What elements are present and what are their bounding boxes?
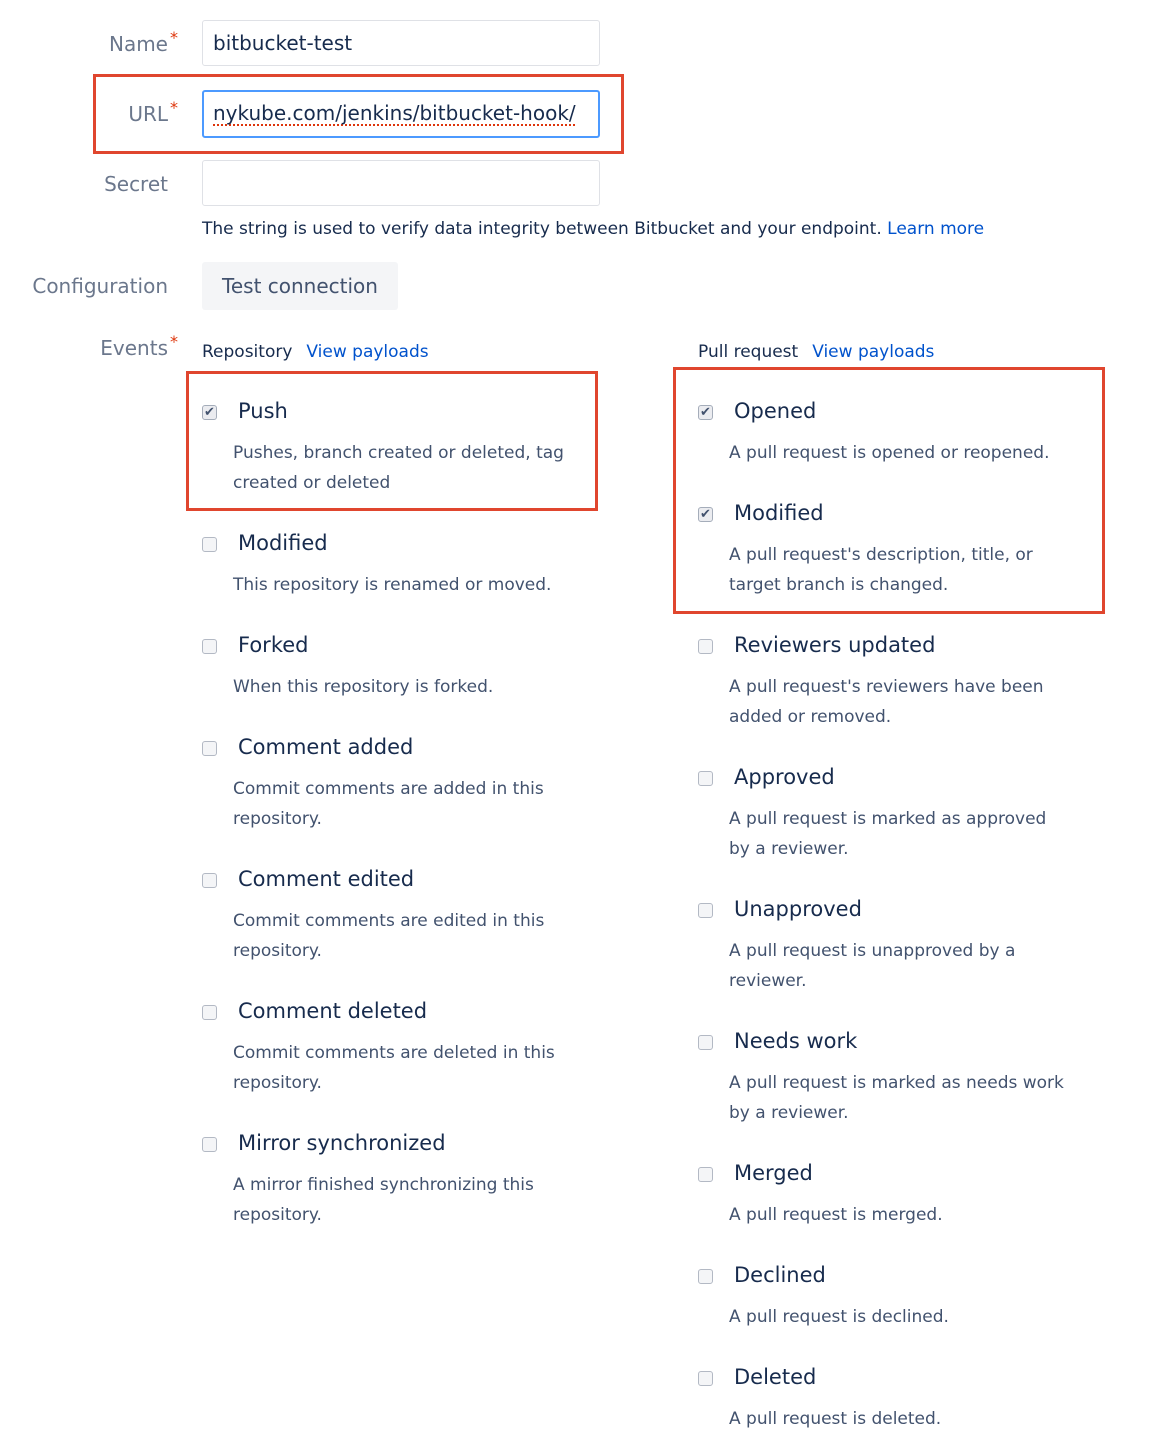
check-icon: ✔ (204, 405, 215, 420)
check-icon: ✔ (700, 507, 711, 522)
repository-comment-deleted-checkbox[interactable] (202, 1005, 217, 1020)
pull-request-approved-checkbox[interactable] (698, 771, 713, 786)
name-input[interactable]: bitbucket-test (202, 20, 600, 66)
secret-helper-text: The string is used to verify data integrity between Bitbucket and your endpoint. Learn more (202, 219, 985, 239)
event-description: Commit comments are deleted in this repository. (233, 1043, 555, 1093)
highlight-box-pr-opened-modified (673, 367, 1105, 614)
repository-comment-edited-checkbox[interactable] (202, 873, 217, 888)
repository-view-payloads-link[interactable]: View payloads (306, 342, 429, 362)
configuration-label: Configuration (32, 274, 168, 298)
pull-request-merged-checkbox[interactable] (698, 1167, 713, 1182)
repository-mirror-synchronized-checkbox[interactable] (202, 1137, 217, 1152)
secret-input[interactable] (202, 160, 600, 206)
events-label: Events * (100, 332, 178, 360)
event-title[interactable]: Push (238, 399, 288, 423)
repository-forked-checkbox[interactable] (202, 639, 217, 654)
event-title[interactable]: Mirror synchronized (238, 1131, 446, 1155)
event-description: A pull request is marked as approved by a reviewer. (729, 809, 1047, 859)
event-description: A mirror finished synchronizing this repository. (233, 1175, 534, 1225)
event-description: A pull request is declined. (729, 1307, 949, 1327)
event-title[interactable]: Forked (238, 633, 309, 657)
event-description: When this repository is forked. (233, 677, 494, 697)
repository-comment-added-checkbox[interactable] (202, 741, 217, 756)
event-description: A pull request is merged. (729, 1205, 943, 1225)
pull-request-declined-checkbox[interactable] (698, 1269, 713, 1284)
pull-request-heading: Pull request View payloads (698, 342, 935, 362)
highlight-box-push (186, 371, 598, 511)
event-title[interactable]: Deleted (734, 1365, 817, 1389)
check-icon: ✔ (700, 405, 711, 420)
event-title[interactable]: Merged (734, 1161, 813, 1185)
required-asterisk: * (170, 98, 178, 117)
pull-request-unapproved-checkbox[interactable] (698, 903, 713, 918)
pull-request-reviewers-updated-checkbox[interactable] (698, 639, 713, 654)
event-description: Commit comments are edited in this repository. (233, 911, 545, 961)
event-description: This repository is renamed or moved. (233, 575, 552, 595)
event-title[interactable]: Comment deleted (238, 999, 428, 1023)
event-title[interactable]: Modified (238, 531, 328, 555)
pull-request-view-payloads-link[interactable]: View payloads (812, 342, 935, 362)
pull-request-deleted-checkbox[interactable] (698, 1371, 713, 1386)
event-title[interactable]: Declined (734, 1263, 826, 1287)
required-asterisk: * (170, 332, 178, 351)
event-title[interactable]: Comment edited (238, 867, 415, 891)
event-description: A pull request is deleted. (729, 1409, 942, 1429)
event-description: A pull request is opened or reopened. (729, 443, 1050, 463)
event-title[interactable]: Needs work (734, 1029, 858, 1053)
event-title[interactable]: Opened (734, 399, 817, 423)
event-title[interactable]: Unapproved (734, 897, 862, 921)
event-description: Commit comments are added in this repository. (233, 779, 544, 829)
event-title[interactable]: Approved (734, 765, 835, 789)
url-input[interactable]: nykube.com/jenkins/bitbucket-hook/ (202, 90, 600, 138)
test-connection-button[interactable]: Test connection (202, 262, 398, 310)
event-description: A pull request is marked as needs work by a reviewer. (729, 1073, 1064, 1123)
event-description: A pull request's description, title, or target branch is changed. (729, 545, 1033, 595)
event-description: A pull request is unapproved by a reviewer. (729, 941, 1016, 991)
event-title[interactable]: Modified (734, 501, 824, 525)
name-label: Name * (108, 28, 178, 56)
pull-request-needs-work-checkbox[interactable] (698, 1035, 713, 1050)
repository-heading: Repository View payloads (202, 342, 429, 362)
url-label: URL * (128, 98, 178, 126)
event-title[interactable]: Comment added (238, 735, 414, 759)
repository-modified-checkbox[interactable] (202, 537, 217, 552)
learn-more-link[interactable]: Learn more (887, 219, 985, 239)
secret-label: Secret (104, 172, 168, 196)
event-description: Pushes, branch created or deleted, tag created or deleted (233, 443, 564, 493)
required-asterisk: * (170, 28, 178, 47)
event-description: A pull request's reviewers have been added or removed. (729, 677, 1044, 727)
highlight-box-url (93, 74, 624, 154)
event-title[interactable]: Reviewers updated (734, 633, 936, 657)
